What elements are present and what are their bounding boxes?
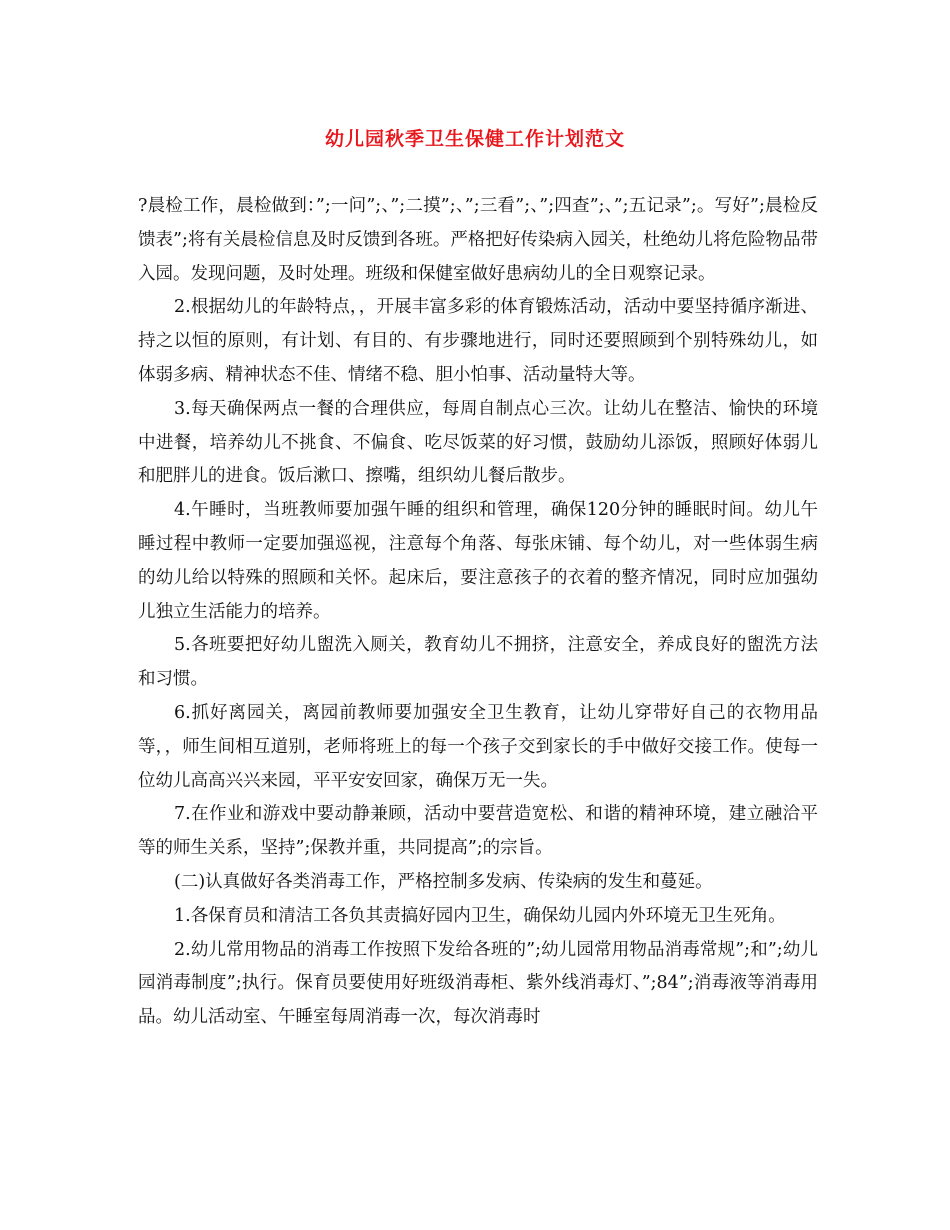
paragraph-item-2-exercise: 2.根据幼儿的年龄特点，，开展丰富多彩的体育锻炼活动，活动中要坚持循序渐进、持之以恒的原则，有计划、有目的、有步骤地进行，同时还要照顾到个别特殊幼儿，如体弱多病、精神状态不佳、情绪不稳、胆小怕事、活动量特大等。	[138, 297, 818, 385]
paragraph-item-7-activities: 7.在作业和游戏中要动静兼顾，活动中要营造宽松、和谐的精神环境，建立融洽平等的师生关系，坚持”;保教并重，共同提高”;的宗旨。	[138, 804, 818, 859]
paragraph-disinfection-item-2: 2.幼儿常用物品的消毒工作按照下发给各班的”;幼儿园常用物品消毒常规”;和”;幼儿园消毒制度”;执行。保育员要使用好班级消毒柜、紫外线消毒灯、”;84”;消毒液等消毒用品。幼儿活动室、午睡室每周消毒一次，每次消毒时	[138, 939, 818, 1028]
document-title: 幼儿园秋季卫生保健工作计划范文	[324, 128, 625, 150]
document-body	[138, 190, 818, 1035]
paragraph-morning-check: ?晨检工作，晨检做到：”;一问”;、”;二摸”;、”;三看”;、”;四查”;、”;五记录”;。写好”;晨检反馈表”;将有关晨检信息及时反馈到各班。严格把好传染病入园关，杜绝幼儿将危险物品带入园。发现问题，及时处理。班级和保健室做好患病幼儿的全日观察记录。	[138, 196, 818, 284]
paragraph-section-disinfection: (二)认真做好各类消毒工作，严格控制多发病、传染病的发生和蔓延。	[174, 871, 713, 892]
paragraph-item-6-leaving: 6.抓好离园关，离园前教师要加强安全卫生教育，让幼儿穿带好自己的衣物用品等，，师生间相互道别，老师将班上的每一个孩子交到家长的手中做好交接工作。使每一位幼儿高高兴兴来园，平平安安回家，确保万无一失。	[138, 702, 818, 791]
paragraph-item-3-meals: 3.每天确保两点一餐的合理供应，每周自制点心三次。让幼儿在整洁、愉快的环境中进餐，培养幼儿不挑食、不偏食、吃尽饭菜的好习惯，鼓励幼儿添饭，照顾好体弱儿和肥胖儿的进食。饭后漱口、擦嘴，组织幼儿餐后散步。	[138, 398, 818, 487]
paragraph-item-5-washing: 5.各班要把好幼儿盥洗入厕关，教育幼儿不拥挤，注意安全，养成良好的盥洗方法和习惯。	[138, 635, 818, 690]
paragraph-item-4-nap: 4.午睡时，当班教师要加强午睡的组织和管理，确保120分钟的睡眠时间。幼儿午睡过程中教师一定要加强巡视，注意每个角落、每张床铺、每个幼儿，对一些体弱生病的幼儿给以特殊的照顾和关怀。起床后，要注意孩子的衣着的整齐情况，同时应加强幼儿独立生活能力的培养。	[138, 500, 818, 622]
paragraph-disinfection-item-1: 1.各保育员和清洁工各负其责搞好园内卫生，确保幼儿园内外环境无卫生死角。	[174, 905, 786, 926]
